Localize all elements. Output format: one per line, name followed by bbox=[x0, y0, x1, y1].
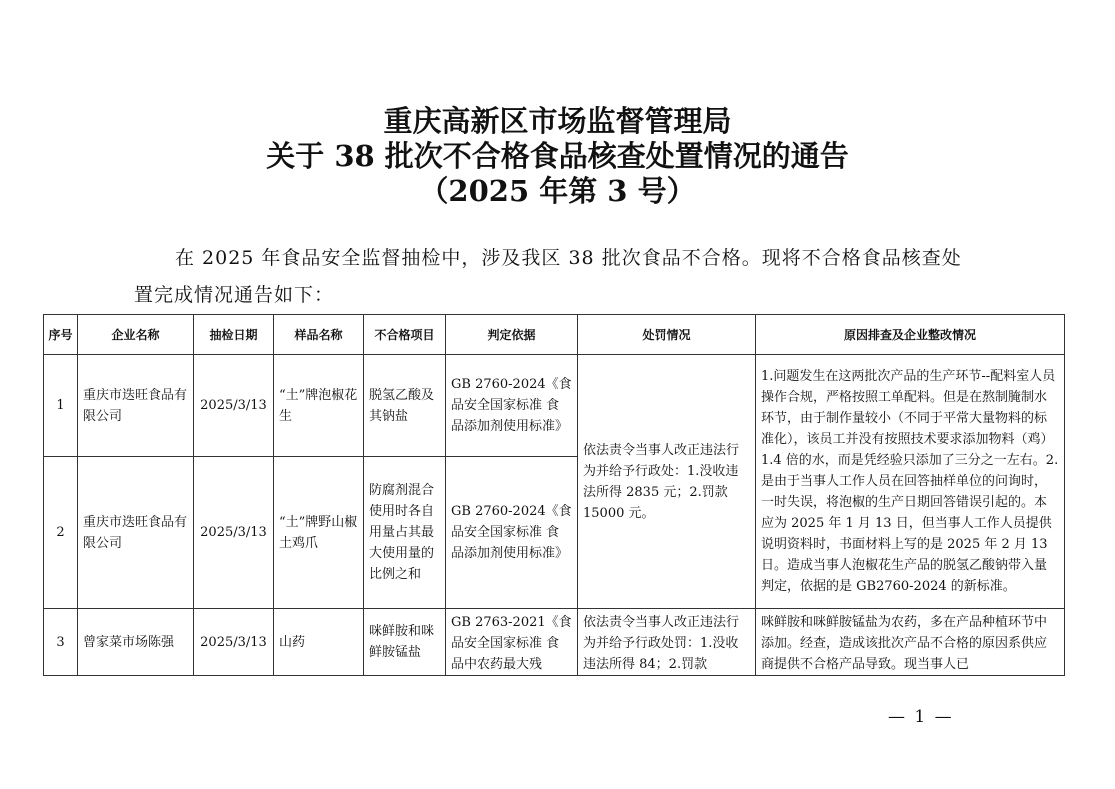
header-penalty: 处罚情况 bbox=[578, 315, 756, 355]
cell-sample: “土”牌野山椒土鸡爪 bbox=[274, 457, 364, 609]
header-item: 不合格项目 bbox=[364, 315, 446, 355]
cell-seq: 2 bbox=[44, 457, 78, 609]
cell-item: 防腐剂混合使用时各自用量占其最大使用量的比例之和 bbox=[364, 457, 446, 609]
header-basis: 判定依据 bbox=[446, 315, 578, 355]
cell-basis: GB 2760-2024《食品安全国家标准 食品添加剂使用标准》 bbox=[446, 457, 578, 609]
header-date: 抽检日期 bbox=[194, 315, 274, 355]
cell-seq: 3 bbox=[44, 609, 78, 676]
cell-date: 2025/3/13 bbox=[194, 457, 274, 609]
doc-title-line3: （2025 年第 3 号） bbox=[419, 174, 696, 208]
doc-title-line1: 重庆高新区市场监督管理局 bbox=[383, 104, 732, 138]
cell-item: 脱氢乙酸及其钠盐 bbox=[364, 355, 446, 457]
cell-date: 2025/3/13 bbox=[194, 609, 274, 676]
cell-company: 重庆市迭旺食品有限公司 bbox=[78, 355, 194, 457]
cell-penalty: 依法责令当事人改正违法行为并给予行政处罚：1.没收违法所得 84；2.罚款 bbox=[583, 615, 740, 672]
page-number: — 1 — bbox=[888, 707, 954, 727]
intro-paragraph-line1: 在 2025 年食品安全监督抽检中，涉及我区 38 批次食品不合格。现将不合格食品核查处 bbox=[175, 247, 962, 269]
cell-sample: “土”牌泡椒花生 bbox=[274, 355, 364, 457]
cell-date: 2025/3/13 bbox=[194, 355, 274, 457]
cell-seq: 1 bbox=[44, 355, 78, 457]
inspection-table bbox=[43, 314, 1065, 676]
header-seq: 序号 bbox=[44, 315, 78, 355]
table-row bbox=[44, 355, 1065, 457]
table-row bbox=[44, 609, 1065, 676]
cell-cause-merged: 1.问题发生在这两批次产品的生产环节--配料室人员操作合规，严格按照工单配料。但是在熬制腌制水环节，由于制作量较小（不同于平常大量物料的标准化），该员工并没有按照技术要求添加物料（鸡）1.4 倍的水，而是凭经验只添加了三分之一左右。2.是由于当事人工作人员在回答抽样单位的问询时，一时失误，将泡椒的生产日期回答错误引起的。本应为 2025 年 1 月 13 日，但当事人工作人员提供说明资料时，书面材料上写的是 2025 年 2 月 13 日。造成当事人泡椒花生产品的脱氢乙酸钠带入量判定，依据的是 GB2760-2024 的新标准。 bbox=[756, 355, 1065, 609]
header-sample: 样品名称 bbox=[274, 315, 364, 355]
cell-penalty-merged: 依法责令当事人改正违法行为并给予行政处：1.没收违法所得 2835 元；2.罚款 15000 元。 bbox=[578, 355, 756, 609]
doc-title-line2: 关于 38 批次不合格食品核查处置情况的通告 bbox=[266, 139, 849, 173]
intro-paragraph-line2: 置完成情况通告如下： bbox=[134, 284, 335, 306]
cell-basis: GB 2760-2024《食品安全国家标准 食品添加剂使用标准》 bbox=[446, 355, 578, 457]
cell-item: 咪鲜胺和咪鲜胺锰盐 bbox=[364, 609, 446, 676]
cell-basis: GB 2763-2021《食品安全国家标准 食品中农药最大残 bbox=[451, 615, 572, 672]
cell-sample: 山药 bbox=[274, 609, 364, 676]
cell-company: 曾家菜市场陈强 bbox=[78, 609, 194, 676]
header-company: 企业名称 bbox=[78, 315, 194, 355]
cell-company: 重庆市迭旺食品有限公司 bbox=[78, 457, 194, 609]
header-cause: 原因排查及企业整改情况 bbox=[756, 315, 1065, 355]
table-header-row bbox=[44, 315, 1065, 355]
cell-cause: 咪鲜胺和咪鲜胺锰盐为农药，多在产品种植环节中添加。经查，造成该批次产品不合格的原因系供应商提供不合格产品导致。现当事人已 bbox=[761, 615, 1048, 672]
